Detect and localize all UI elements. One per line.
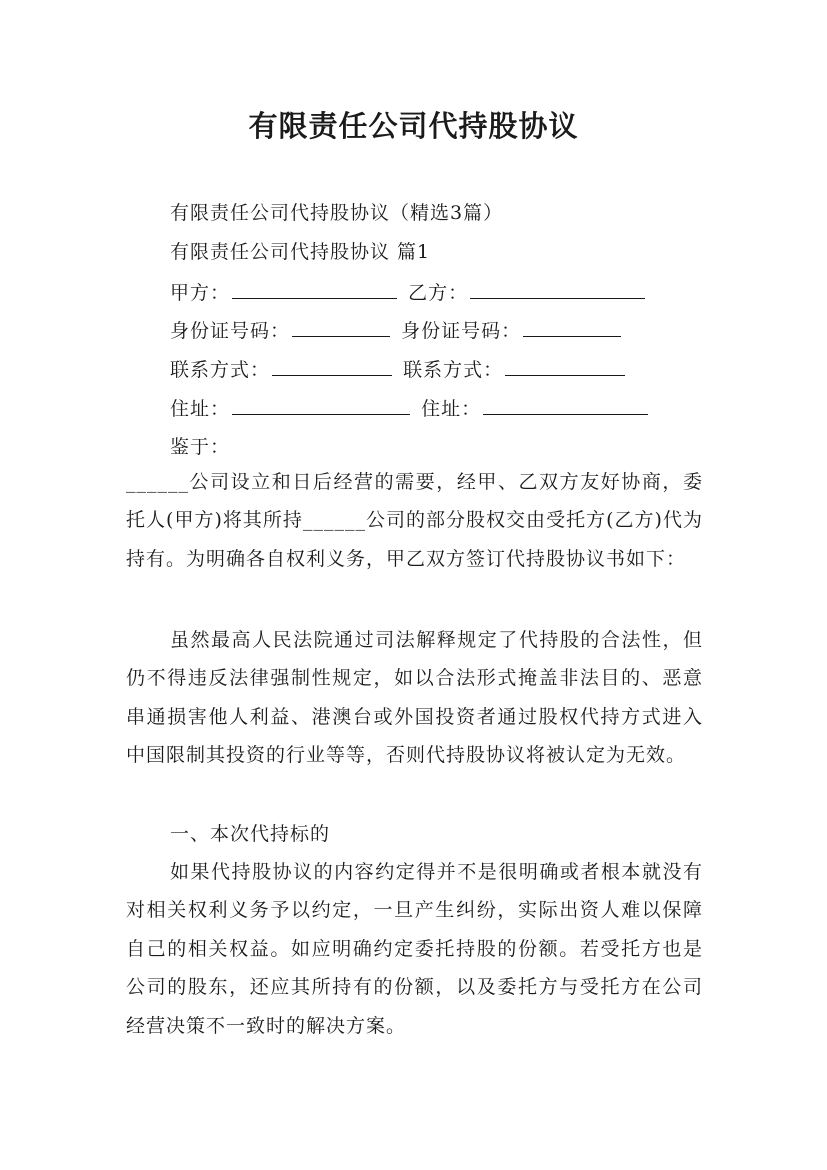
address-row bbox=[170, 394, 652, 421]
paragraph-2: 虽然最高人民法院通过司法解释规定了代持股的合法性，但仍不得违反法律强制性规定，如以合法形式掩盖非法目的、恶意串通损害他人利益、港澳台或外国投资者通过股权代持方式进入中国限制其投资的行业等等，否则代持股协议将被认定为无效。 bbox=[126, 629, 703, 767]
party-b-blank bbox=[470, 297, 645, 299]
party-row bbox=[170, 278, 649, 305]
address-b-blank bbox=[483, 413, 648, 415]
id-a-blank bbox=[292, 335, 390, 337]
whereas-label: 鉴于： bbox=[170, 436, 231, 458]
contact-b-blank bbox=[505, 374, 625, 376]
address-a-label: 住址： bbox=[170, 398, 231, 420]
id-a-label: 身份证号码： bbox=[170, 320, 291, 342]
party-b-label: 乙方： bbox=[408, 282, 469, 304]
address-a-blank bbox=[232, 413, 410, 415]
address-b-label: 住址： bbox=[421, 398, 482, 420]
section-heading-1: 一、本次代持标的 bbox=[170, 823, 331, 845]
paragraph-1: ______公司设立和日后经营的需要，经甲、乙双方友好协商，委托人(甲方)将其所持______公司的部分股权交由受托方(乙方)代为持有。为明确各自权利义务，甲乙双方签订代持股协议书如下： bbox=[126, 471, 703, 570]
part-title: 有限责任公司代持股协议 篇1 bbox=[170, 241, 431, 263]
id-b-blank bbox=[523, 335, 621, 337]
document-title: 有限责任公司代持股协议 bbox=[248, 109, 579, 143]
id-row bbox=[170, 316, 625, 343]
paragraph-3: 如果代持股协议的内容约定得并不是很明确或者根本就没有对相关权利义务予以约定，一旦产生纠纷，实际出资人难以保障自己的相关权益。如应明确约定委托持股的份额。若受托方也是公司的股东，还应其所持有的份额，以及委托方与受托方在公司经营决策不一致时的解决方案。 bbox=[126, 861, 703, 1037]
contact-b-label: 联系方式： bbox=[403, 359, 504, 381]
document-subtitle: 有限责任公司代持股协议（精选3篇） bbox=[170, 202, 504, 224]
contact-row bbox=[170, 355, 629, 382]
contact-a-blank bbox=[272, 374, 392, 376]
party-a-blank bbox=[232, 297, 397, 299]
id-b-label: 身份证号码： bbox=[401, 320, 522, 342]
contact-a-label: 联系方式： bbox=[170, 359, 271, 381]
party-a-label: 甲方： bbox=[170, 282, 231, 304]
